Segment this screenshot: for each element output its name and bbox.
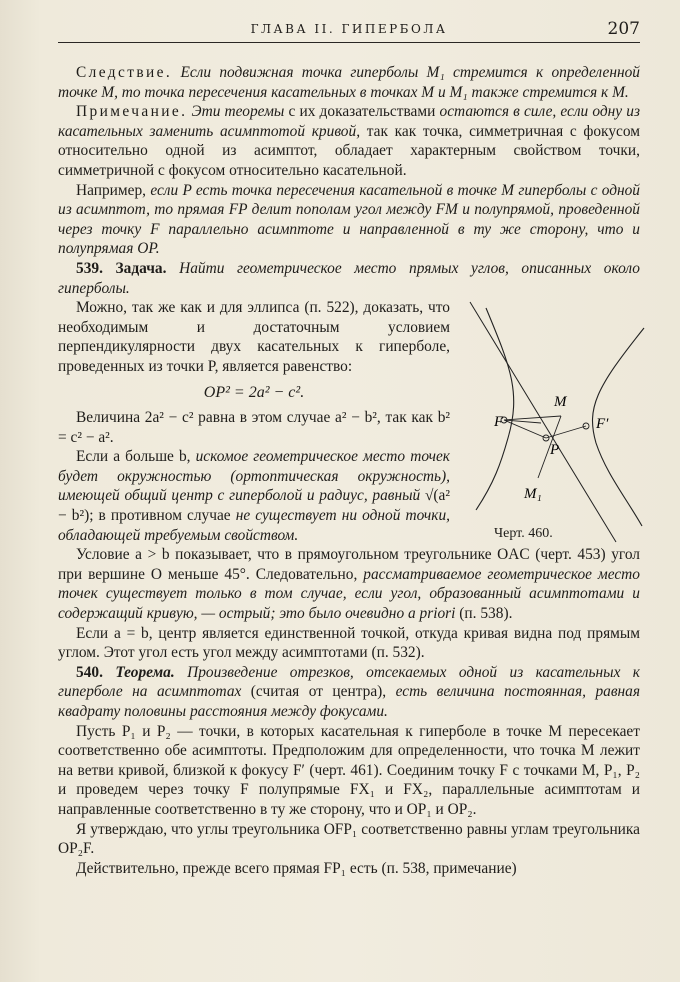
locus-paragraph — [58, 447, 450, 545]
segment-pf2 — [546, 426, 586, 438]
label-m1: M₁ — [524, 486, 542, 503]
narrow-column — [58, 298, 450, 545]
asymptote-line-1 — [470, 302, 616, 542]
proof-paragraph-2: Я утверждаю, что углы треугольника OFP₁ соответственно равны углам треугольника OP₂F. — [58, 820, 640, 858]
proof-paragraph-1: Пусть P₁ и P₂ — точки, в которых касательная к гиперболе в точке M пересекает соответственно обе асимптоты. Предположим для определенности, что точка M лежит на ветви кривой, близкой к фокусу F′ (черт. 461). Соединим точку F с точками M, P₁, P₂ и проведем через точку F полупрямые FX₁ и FX₂, параллельные асимптотам и направленные соответственно в ту же сторону, что и OP₁ и OP₂. — [58, 722, 640, 818]
theorem-text: (считая от центра), — [241, 683, 396, 701]
condition-text-1: Условие a > b показывает, что в прямоугольном треугольнике OAC (черт. 453) угол при вершине O меньше 45°. Следовательно, — [58, 546, 640, 583]
example-text: Например, — [76, 181, 151, 199]
remark-italic-1: Эти теоремы — [187, 103, 285, 121]
figure-460 — [466, 298, 648, 543]
corollary-paragraph — [58, 63, 640, 102]
corollary-label: Следствие. — [76, 64, 173, 81]
page-body — [58, 63, 640, 878]
remark-text-1: с их доказательствами — [284, 103, 440, 121]
problem-539-statement: Найти геометрическое место прямых углов, описанных около гиперболы. — [58, 259, 640, 297]
equation-op: OP² = 2a² − c². — [203, 383, 305, 401]
value-paragraph: Величина 2a² − c² равна в этом случае a² − b², так как b² = c² − a². — [58, 409, 450, 446]
proof-paragraph-3: Действительно, прежде всего прямая FP₁ есть (п. 538, примечание) — [76, 859, 517, 877]
locus-text-2: ; в противном случае — [89, 507, 236, 525]
condition-paragraph — [58, 545, 640, 623]
hyperbola-diagram — [466, 298, 648, 543]
label-m: M — [554, 394, 567, 411]
locus-radical: √(a² − b²) — [58, 487, 450, 525]
example-italic: если P есть точка пересечения касательной в точке M гиперболы с одной из асимптот, то прямая FP делит пополам угол между FM и полупрямой, проведенной через точку F параллельно асимптоте и направленной в ту же сторону, что и полупрямая OP. — [58, 181, 640, 258]
problem-539-paragraph — [58, 259, 640, 298]
equal-axes-paragraph: Если a = b, центр является единственной точкой, откуда кривая видна под прямым углом. Этот угол есть угол между асимптотами (п. 532). — [58, 624, 640, 662]
remark-label: Примечание. — [76, 103, 188, 121]
figure-block — [58, 298, 640, 545]
remark-italic-2: остаются в силе, если одну из касательных заменить асимптотой кривой, — [58, 103, 640, 140]
example-paragraph — [58, 181, 640, 259]
theorem-540-number: 540. — [76, 663, 103, 681]
locus-italic-2: не существует ни одной точки, обладающей требуемым свойством. — [58, 507, 451, 544]
hyperbola-left-branch — [476, 308, 514, 510]
label-f-prime: F′ — [596, 416, 609, 433]
corollary-text: Если подвижная точка гиперболы M₁ стремится к определенной точке M, то точка пересечения касательных в точках M и M₁ также стремится к M. — [58, 64, 640, 101]
label-p: P — [550, 442, 560, 459]
remark-paragraph — [58, 102, 640, 180]
theorem-italic-2: есть величина постоянная, равная квадрату половины расстояния между фокусами. — [58, 683, 640, 720]
figure-caption: Черт. 460. — [494, 526, 553, 542]
theorem-italic-1: Произведение отрезков, отсекаемых одной из касательных к гиперболе на асимптотах — [58, 663, 640, 701]
condition-italic: рассматриваемое геометрическое место точек существует только в том случае, если угол, образованный асимптотами и содержащий кривую, — острый; это было очевидно a priori — [58, 565, 640, 623]
problem-539-heading: 539. Задача. — [76, 259, 167, 277]
remark-text-2: так как точка, симметричная с фокусом относительно одной из асимптот, обладает характерным свойством точки, симметричной с фокусом относительно касательной. — [58, 122, 640, 179]
running-head — [58, 16, 640, 43]
condition-text-2: (п. 538). — [455, 605, 513, 623]
chapter-title: ГЛАВА II. ГИПЕРБОЛА — [250, 22, 448, 36]
locus-italic-1: искомое геометрическое место точек будет окружностью (ортоптическая окружность), имеющей общий центр с гиперболой и радиус, равный — [58, 448, 450, 505]
locus-text-1: Если a больше b, — [76, 448, 196, 466]
label-f: F — [494, 414, 504, 431]
page-number: 207 — [607, 19, 640, 39]
theorem-540-label: Теорема. — [102, 663, 175, 681]
proof-setup-paragraph: Можно, так же как и для эллипса (п. 522), доказать, что необходимым и достаточным условием перпендикулярности двух касательных к гиперболе, проведенных из точки P, является равенство: — [58, 299, 450, 375]
theorem-540-paragraph — [58, 663, 640, 722]
